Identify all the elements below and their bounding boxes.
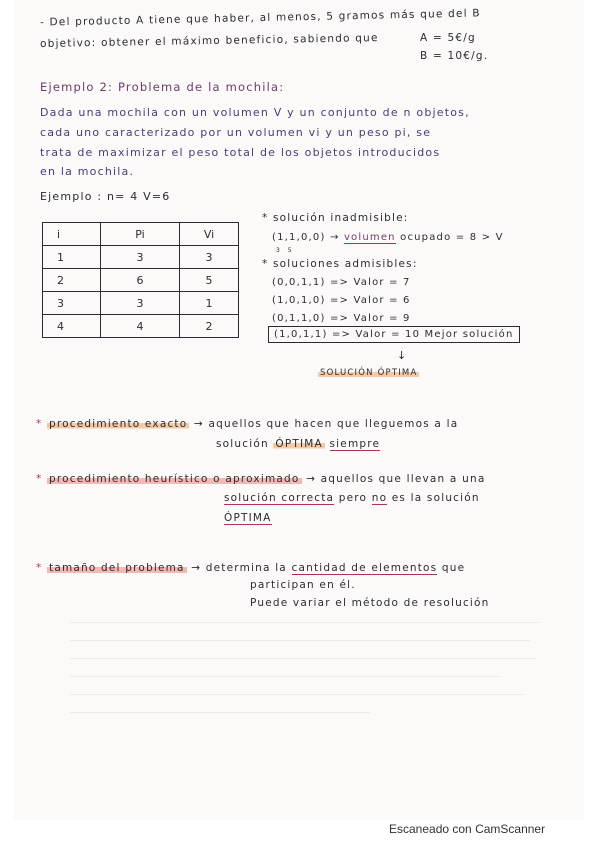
ejemplo2-line-1: Dada una mochila con un volumen V y un conjunto de n objetos,: [40, 106, 470, 119]
inadmissible-volume-word: volumen: [343, 232, 396, 243]
constraint-line: - Del producto A tiene que haber, al menos, 5 gramos más que del B: [39, 7, 481, 29]
table-row: [43, 315, 239, 338]
def-size-line-2: participan en él.: [250, 579, 356, 591]
size-term: tamaño del problema: [49, 562, 185, 574]
ejemplo2-line-3: trata de maximizar el peso total de los objetos introducidos: [40, 146, 441, 159]
heuristic-term: procedimiento heurístico o aproximado: [49, 473, 300, 485]
camscanner-watermark: Escaneado con CamScanner: [389, 822, 546, 836]
objective-line: objetivo: obtener el máximo beneficio, sabiendo que: [39, 32, 379, 50]
best-solution-box: (1,0,1,1) => Valor = 10 Mejor solución: [268, 326, 520, 343]
bleed-through-line: [70, 640, 530, 641]
price-a: A = 5€/g: [420, 32, 476, 44]
def-heuristic-line-2: solución correcta pero no es la solución: [224, 492, 480, 504]
bleed-through-line: [70, 712, 370, 713]
bleed-through-line: [70, 676, 500, 677]
table-cell: 4: [43, 315, 101, 338]
admissible-solution-1: (0,0,1,1) => Valor = 7: [272, 277, 411, 288]
def-size-line-1: * tamaño del problema → determina la cantidad de elementos que: [36, 562, 466, 574]
asterisk-icon: *: [36, 562, 43, 574]
table-row: [43, 292, 239, 315]
table-cell: 6: [101, 269, 180, 292]
admissible-title: * soluciones admisibles:: [262, 258, 418, 270]
ejemplo2-heading: Ejemplo 2: Problema de la mochila:: [40, 80, 285, 94]
table-cell: 3: [180, 246, 239, 269]
ejemplo2-line-2: cada uno caracterizado por un volumen vi y un peso pi, se: [40, 126, 432, 139]
inadmissible-tuple: (1,1,0,0) →: [272, 232, 340, 243]
table-cell: 4: [101, 315, 180, 338]
admissible-solution-3: (0,1,1,0) => Valor = 9: [272, 313, 411, 324]
scanned-page: [14, 0, 584, 820]
knapsack-table: [42, 222, 239, 338]
bleed-through-line: [70, 622, 540, 623]
admissible-solution-2: (1,0,1,0) => Valor = 6: [272, 295, 411, 306]
example-label: Ejemplo : n= 4 V=6: [40, 190, 171, 203]
table-row: [43, 269, 239, 292]
table-cell: 1: [43, 246, 101, 269]
bleed-through-line: [70, 694, 525, 695]
table-header-vi: Vi: [180, 223, 239, 246]
exact-term: procedimiento exacto: [49, 418, 188, 430]
inadmissible-line: [272, 232, 504, 243]
bleed-through-line: [70, 658, 535, 659]
ejemplo2-line-4: en la mochila.: [40, 165, 135, 178]
table-cell: 3: [101, 292, 180, 315]
inadmissible-subscripts: 3 5: [276, 247, 295, 254]
asterisk-icon: *: [36, 418, 43, 430]
optimal-solution-label: SOLUCIÓN ÓPTIMA: [320, 368, 418, 378]
def-exact-line-1: * procedimiento exacto → aquellos que hacen que lleguemos a la: [36, 418, 459, 430]
asterisk-icon: *: [36, 473, 43, 485]
def-heuristic-line-1: * procedimiento heurístico o aproximado → aquellos que llevan a una: [36, 473, 486, 485]
table-cell: 1: [180, 292, 239, 315]
price-b: B = 10€/g.: [420, 50, 489, 62]
def-exact-line-2: solución ÓPTIMA siempre: [216, 438, 381, 450]
table-cell: 5: [180, 269, 239, 292]
def-heuristic-line-3: ÓPTIMA: [224, 512, 272, 524]
inadmissible-rest: ocupado = 8 > V: [400, 232, 504, 243]
table-cell: 3: [101, 246, 180, 269]
table-cell: 2: [180, 315, 239, 338]
table-row: [43, 246, 239, 269]
inadmissible-title: * solución inadmisible:: [262, 212, 409, 224]
table-header-i: i: [43, 223, 101, 246]
def-size-line-3: Puede variar el método de resolución: [250, 597, 490, 609]
table-cell: 2: [43, 269, 101, 292]
down-arrow-icon: ↓: [397, 349, 408, 362]
table-cell: 3: [43, 292, 101, 315]
table-header-pi: Pi: [101, 223, 180, 246]
table-header-row: [43, 223, 239, 246]
